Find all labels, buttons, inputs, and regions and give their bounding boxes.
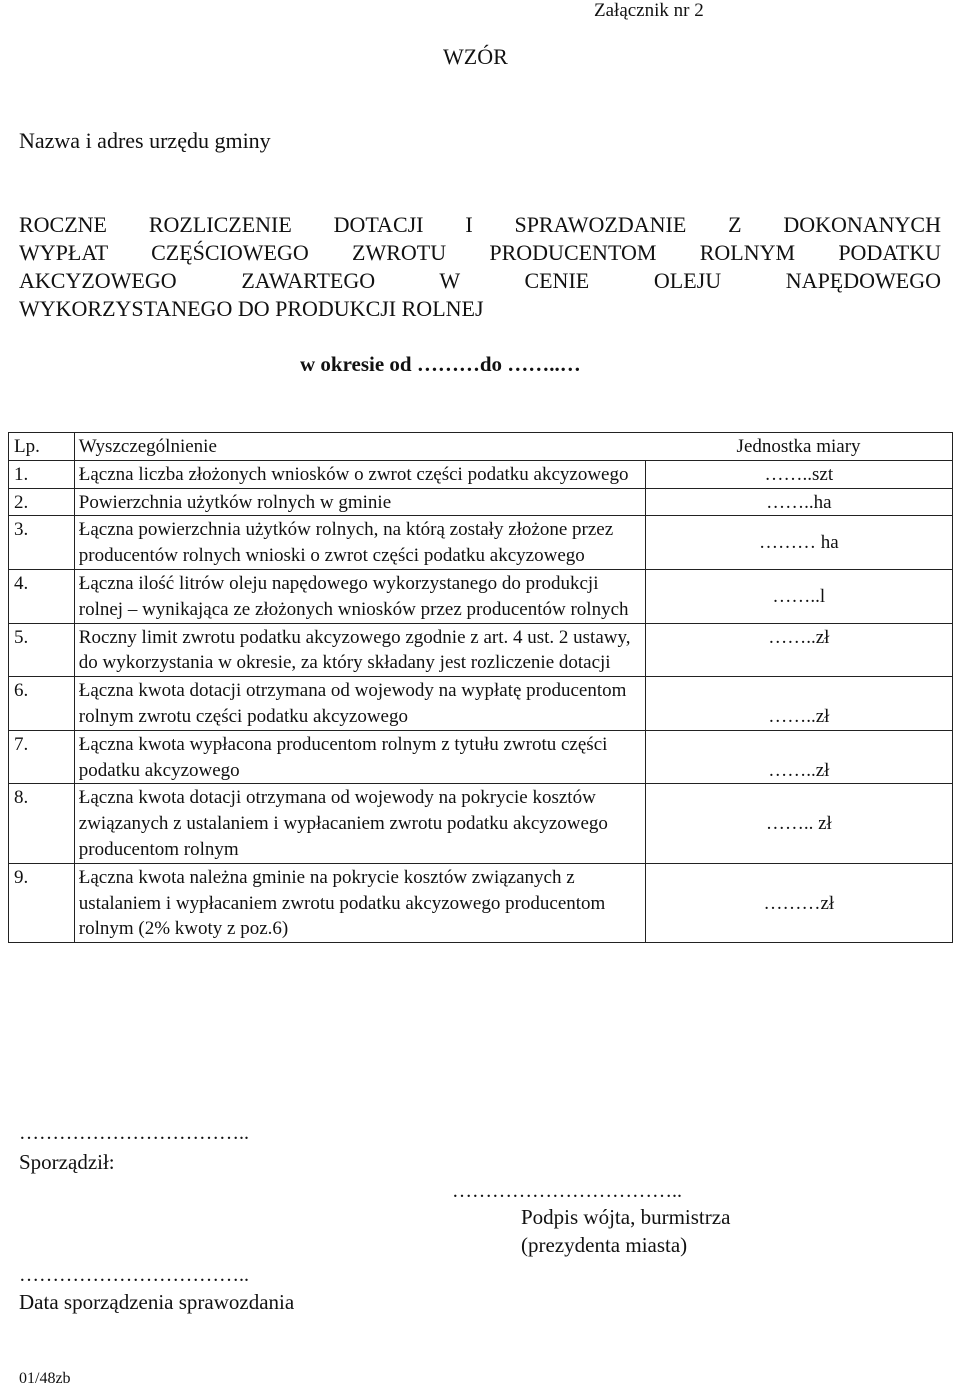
table-header-row [9,433,953,461]
report-date-line[interactable]: …………………………….. [19,1264,249,1286]
row-unit-field[interactable]: ……..l [645,569,952,623]
annex-label: Załącznik nr 2 [594,0,704,21]
table-row [9,730,953,784]
row-description: Łączna kwota dotacji otrzymana od wojewody na wypłatę producentom rolnym zwrotu części podatku akcyzowego [74,677,645,731]
title-line: WYKORZYSTANEGO DO PRODUKCJI ROLNEJ [19,296,484,321]
row-unit-field[interactable]: ……..zł [645,623,952,677]
model-label: WZÓR [443,44,508,69]
table-row [9,488,953,516]
row-description: Łączna kwota wypłacona producentom rolnym z tytułu zwrotu części podatku akcyzowego [74,730,645,784]
row-number: 6. [9,677,75,731]
row-unit-field[interactable]: ……..ha [645,488,952,516]
title-line: AKCYZOWEGO ZAWARTEGO W CENIE OLEJU NAPĘDOWEGO [19,268,941,293]
mayor-signature-sublabel: (prezydenta miasta) [521,1233,688,1257]
row-description: Łączna powierzchnia użytków rolnych, na którą zostały złożone przez producentów rolnych wnioski o zwrot części podatku akcyzowego [74,516,645,570]
mayor-signature-label: Podpis wójta, burmistrza [521,1205,731,1229]
form-code: 01/48zb [19,1370,71,1387]
table-row [9,460,953,488]
table-row [9,677,953,731]
row-description: Łączna ilość litrów oleju napędowego wykorzystanego do produkcji rolnej – wynikająca ze złożonych wniosków przez producentów rolnych [74,569,645,623]
prepared-by-signature-line[interactable]: …………………………….. [19,1122,249,1144]
table-row [9,569,953,623]
row-description: Łączna kwota dotacji otrzymana od wojewody na pokrycie kosztów związanych z ustalaniem i wypłacaniem zwrotu podatku akcyzowego producentom rolnym [74,784,645,863]
report-table [8,432,953,943]
header-unit: Jednostka miary [645,433,952,461]
row-unit-field[interactable]: ……… ha [645,516,952,570]
row-number: 2. [9,488,75,516]
title-line: WYPŁAT CZĘŚCIOWEGO ZWROTU PRODUCENTOM ROLNYM PODATKU [19,240,941,265]
row-unit-field[interactable]: ……..zł [645,730,952,784]
row-number: 1. [9,460,75,488]
header-description: Wyszczególnienie [74,433,645,461]
row-description: Roczny limit zwrotu podatku akcyzowego zgodnie z art. 4 ust. 2 ustawy, do wykorzystania w okresie, za który składany jest rozliczenie dotacji [74,623,645,677]
office-name-address: Nazwa i adres urzędu gminy [19,128,271,153]
row-description: Łączna kwota należna gminie na pokrycie kosztów związanych z ustalaniem i wypłacaniem zwrotu podatku akcyzowego producentom rolnym (2% kwoty z poz.6) [74,863,645,942]
row-number: 3. [9,516,75,570]
table-row [9,784,953,863]
row-unit-field[interactable]: …….. zł [645,784,952,863]
document-title [19,211,941,323]
row-number: 8. [9,784,75,863]
header-lp: Lp. [9,433,75,461]
row-number: 5. [9,623,75,677]
report-date-label: Data sporządzenia sprawozdania [19,1290,295,1314]
row-number: 9. [9,863,75,942]
title-line: ROCZNE ROZLICZENIE DOTACJI I SPRAWOZDANIE Z DOKONANYCH [19,212,941,237]
row-unit-field[interactable]: ……..zł [645,677,952,731]
prepared-by-label: Sporządził: [19,1150,115,1174]
row-number: 4. [9,569,75,623]
row-unit-field[interactable]: ………zł [645,863,952,942]
row-description: Powierzchnia użytków rolnych w gminie [74,488,645,516]
table-row [9,516,953,570]
table-row [9,623,953,677]
reporting-period: w okresie od ………do ……..… [300,352,581,376]
row-description: Łączna liczba złożonych wniosków o zwrot części podatku akcyzowego [74,460,645,488]
table-row [9,863,953,942]
mayor-signature-line[interactable]: …………………………….. [452,1180,682,1202]
row-number: 7. [9,730,75,784]
row-unit-field[interactable]: ……..szt [645,460,952,488]
